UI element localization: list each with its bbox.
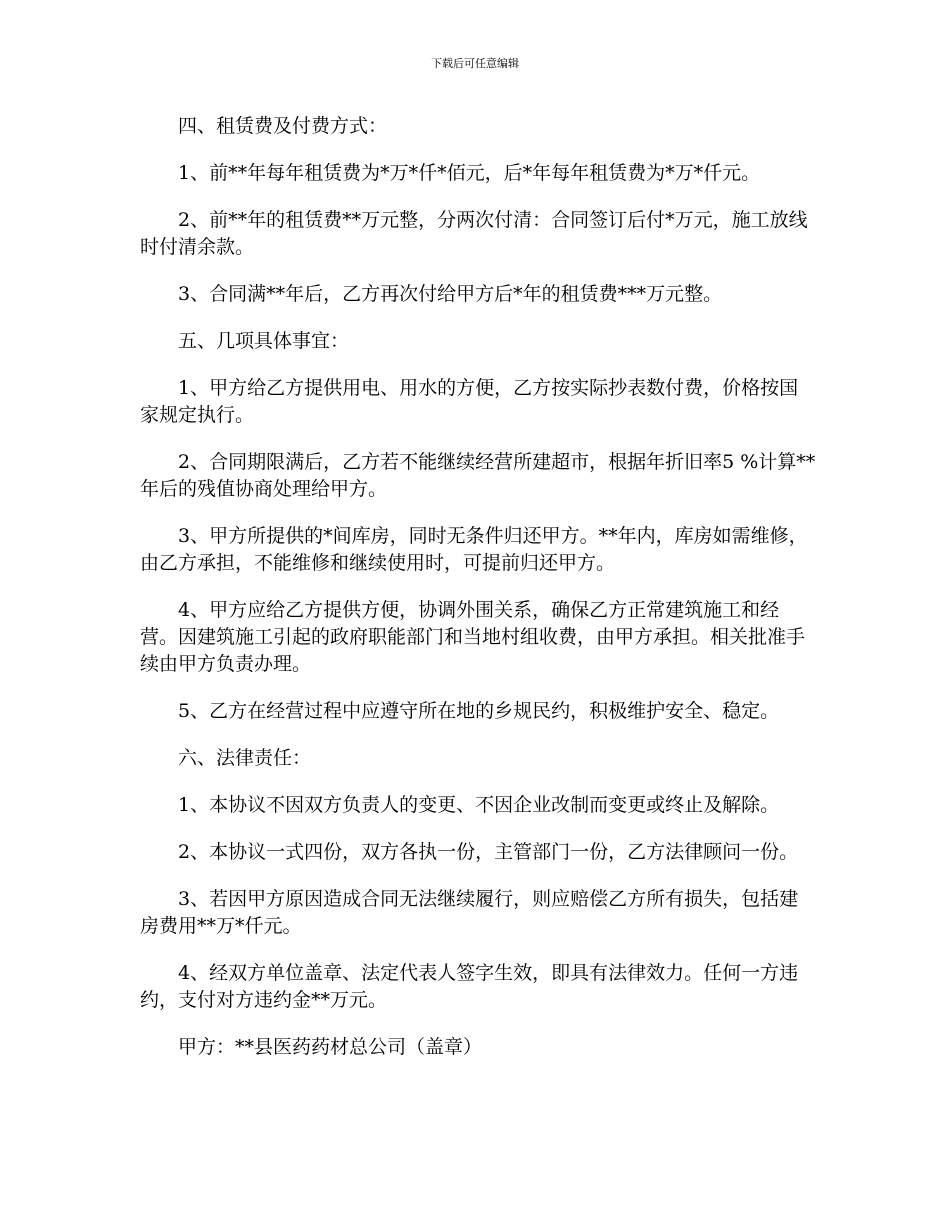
clause-paragraph: 3、合同满**年后，乙方再次付给甲方后*年的租赁费***万元整。 (178, 283, 723, 305)
clause-paragraph: 2、合同期限满后，乙方若不能继续经营所建超市，根据年折旧率5 %计算**年后的残值协商处理给甲方。 (140, 451, 816, 500)
clause-paragraph: 3、甲方所提供的*间库房，同时无条件归还甲方。**年内，库房如需维修，由乙方承担，不能维修和继续使用时，可提前归还甲方。 (140, 525, 808, 574)
document-body (140, 113, 816, 1081)
clause-paragraph: 3、若因甲方原因造成合同无法继续履行，则应赔偿乙方所有损失，包括建房费用**万*仟元。 (140, 888, 799, 937)
section-heading-liability: 六、法律责任： (178, 747, 312, 769)
party-a-signature-line: 甲方：**县医药药材总公司（盖章） (178, 1036, 483, 1058)
clause-paragraph: 1、前**年每年租赁费为*万*仟*佰元，后*年每年租赁费为*万*仟元。 (178, 162, 761, 184)
clause-paragraph: 1、甲方给乙方提供用电、用水的方便，乙方按实际抄表数付费，价格按国家规定执行。 (140, 377, 799, 426)
clause-paragraph: 5、乙方在经营过程中应遵守所在地的乡规民约，积极维护安全、稳定。 (178, 700, 780, 722)
section-heading-matters: 五、几项具体事宜： (178, 330, 350, 352)
page-header-note: 下载后可任意编辑 (431, 57, 519, 70)
clause-paragraph: 2、本协议一式四份，双方各执一份，主管部门一份，乙方法律顾问一份。 (178, 841, 799, 863)
clause-paragraph: 1、本协议不因双方负责人的变更、不因企业改制而变更或终止及解除。 (178, 794, 780, 816)
clause-paragraph: 4、甲方应给乙方提供方便，协调外围关系，确保乙方正常建筑施工和经营。因建筑施工引起的政府职能部门和当地村组收费，由甲方承担。相关批准手续由甲方负责办理。 (140, 599, 806, 675)
clause-paragraph: 2、前**年的租赁费**万元整，分两次付清：合同签订后付*万元，施工放线时付清余款。 (140, 209, 808, 258)
section-heading-fee: 四、租赁费及付费方式： (178, 115, 388, 137)
clause-paragraph: 4、经双方单位盖章、法定代表人签字生效，即具有法律效力。任何一方违约，支付对方违约金**万元。 (140, 962, 799, 1011)
